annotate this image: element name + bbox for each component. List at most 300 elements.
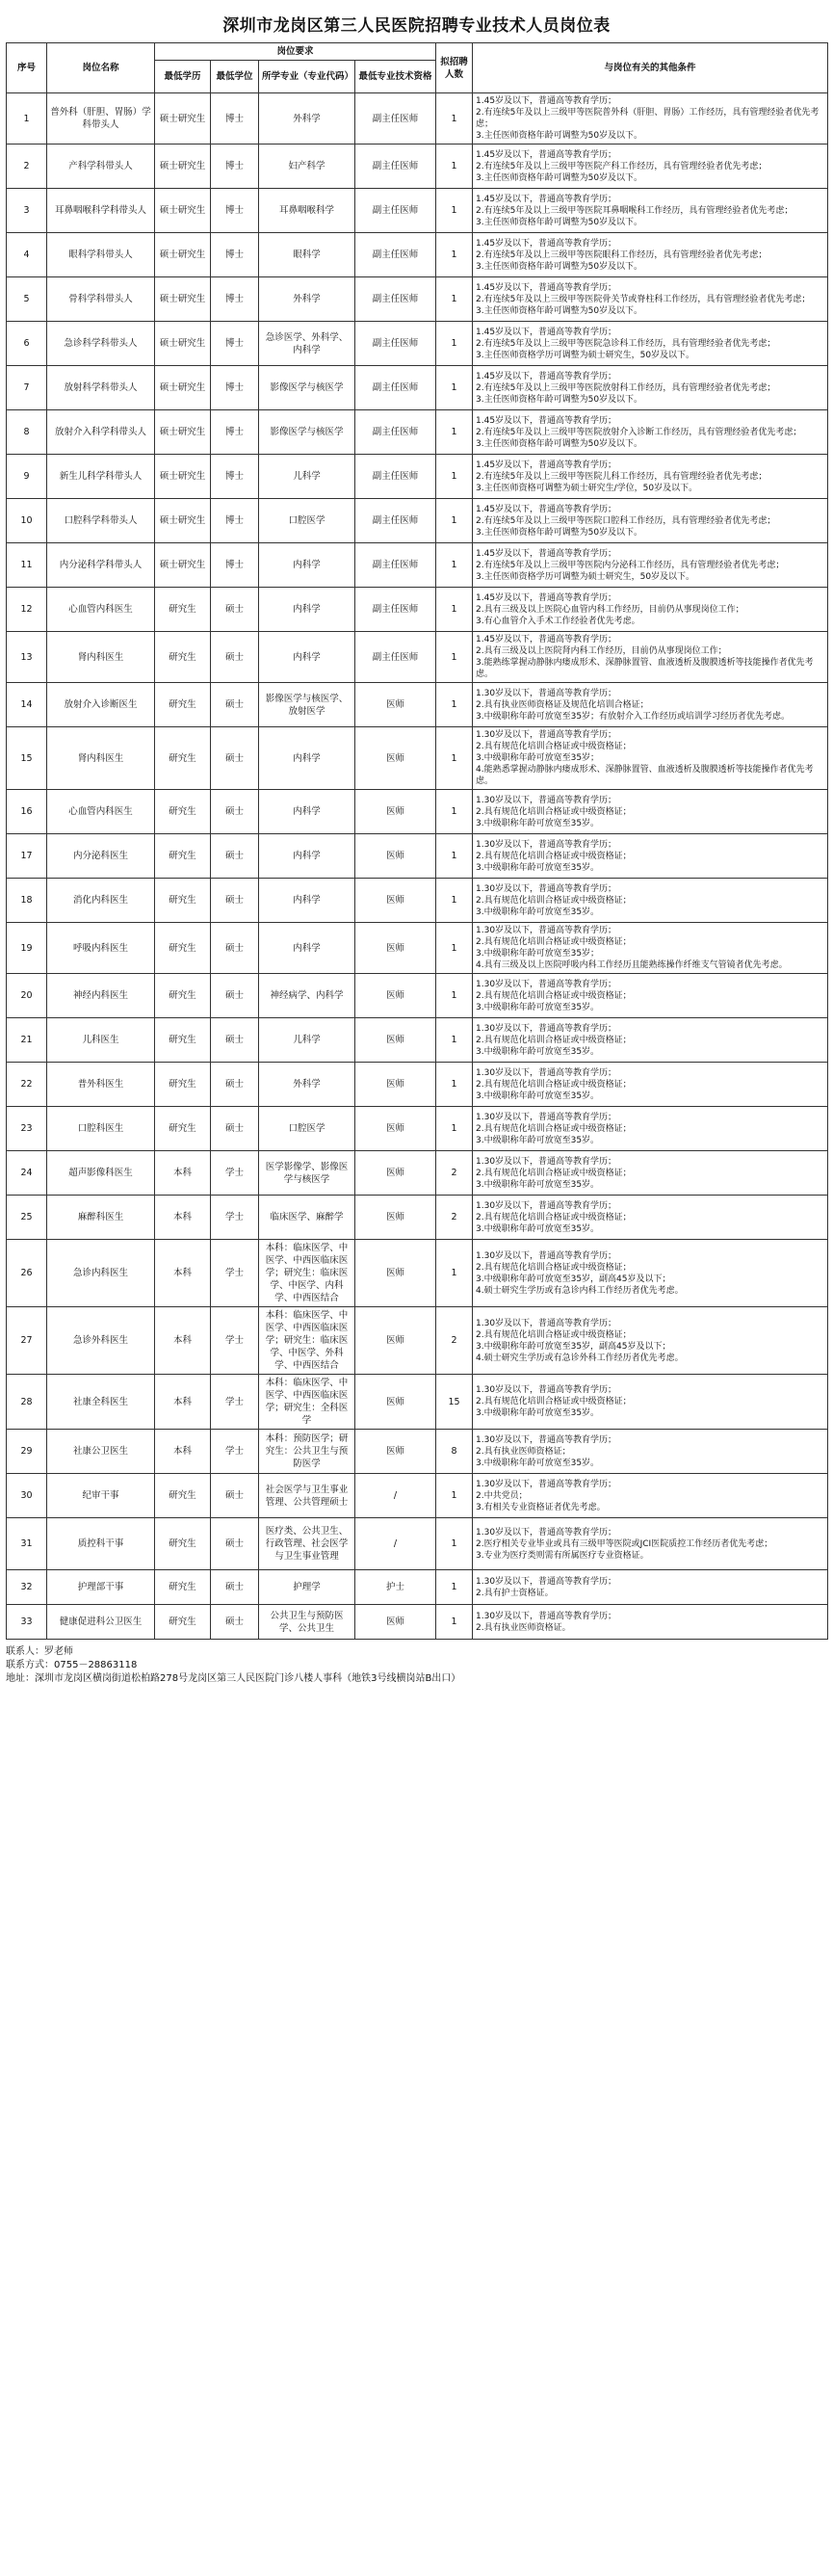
row-min-degree: 硕士 (211, 834, 259, 879)
row-position-name: 纪审干事 (47, 1474, 155, 1518)
row-count: 1 (436, 683, 473, 727)
row-other-conditions: 1.30岁及以下，普通高等教育学历； 2.具有规范化培训合格证或中级资格证； 3.中级职称年龄可放宽至35岁。 (473, 1196, 828, 1240)
table-row (7, 455, 828, 499)
table-row (7, 1196, 828, 1240)
row-min-qual: 医师 (355, 1196, 436, 1240)
row-seq: 16 (7, 790, 47, 834)
row-major: 内科学 (259, 790, 355, 834)
row-position-name: 骨科学科带头人 (47, 277, 155, 322)
row-position-name: 口腔科学科带头人 (47, 499, 155, 543)
row-count: 1 (436, 189, 473, 233)
row-min-edu: 硕士研究生 (155, 410, 211, 455)
row-position-name: 心血管内科医生 (47, 588, 155, 632)
row-major: 内科学 (259, 543, 355, 588)
row-other-conditions: 1.45岁及以下，普通高等教育学历； 2.有连续5年及以上三级甲等医院放射介入诊断工作经历，具有管理经验者优先考虑； 3.主任医师资格年龄可调整为50岁及以下。 (473, 410, 828, 455)
row-min-qual: 医师 (355, 790, 436, 834)
table-row (7, 1430, 828, 1474)
contact-phone: 联系方式：0755－28863118 (6, 1660, 138, 1670)
row-other-conditions: 1.30岁及以下，普通高等教育学历； 2.具有规范化培训合格证或中级资格证； 3.中级职称年龄可放宽至35岁。 (473, 1063, 828, 1107)
row-other-conditions: 1.45岁及以下，普通高等教育学历； 2.有连续5年及以上三级甲等医院产科工作经历，具有管理经验者优先考虑； 3.主任医师资格年龄可调整为50岁及以下。 (473, 145, 828, 189)
row-min-qual: 副主任医师 (355, 322, 436, 366)
row-min-qual: 副主任医师 (355, 366, 436, 410)
row-position-name: 急诊外科医生 (47, 1307, 155, 1375)
row-major: 急诊医学、外科学、内科学 (259, 322, 355, 366)
row-min-degree: 硕士 (211, 1018, 259, 1063)
row-other-conditions: 1.30岁及以下，普通高等教育学历； 2.具有规范化培训合格证或中级资格证； 3.中级职称年龄可放宽至35岁。 (473, 1018, 828, 1063)
row-min-qual: 医师 (355, 879, 436, 923)
row-other-conditions: 1.30岁及以下，普通高等教育学历； 2.具有执业医师资格证。 (473, 1605, 828, 1640)
table-row (7, 322, 828, 366)
row-min-edu: 硕士研究生 (155, 277, 211, 322)
row-count: 1 (436, 366, 473, 410)
row-count: 8 (436, 1430, 473, 1474)
row-other-conditions: 1.30岁及以下，普通高等教育学历； 2.具有规范化培训合格证或中级资格证； 3.中级职称年龄可放宽至35岁。 (473, 1107, 828, 1151)
row-seq: 19 (7, 923, 47, 974)
row-min-edu: 硕士研究生 (155, 322, 211, 366)
row-min-edu: 本科 (155, 1307, 211, 1375)
row-min-edu: 研究生 (155, 588, 211, 632)
row-seq: 12 (7, 588, 47, 632)
row-major: 本科：预防医学；研究生：公共卫生与预防医学 (259, 1430, 355, 1474)
row-seq: 25 (7, 1196, 47, 1240)
row-min-edu: 研究生 (155, 1518, 211, 1570)
row-min-qual: 医师 (355, 727, 436, 790)
row-other-conditions: 1.45岁及以下，普通高等教育学历； 2.具有三级及以上医院心血管内科工作经历，目前仍从事现岗位工作； 3.有心血管介入手术工作经验者优先考虑。 (473, 588, 828, 632)
row-seq: 10 (7, 499, 47, 543)
row-position-name: 麻醉科医生 (47, 1196, 155, 1240)
row-seq: 7 (7, 366, 47, 410)
row-major: 本科：临床医学、中医学、中西医临床医学；研究生：全科医学 (259, 1375, 355, 1430)
row-min-qual: 医师 (355, 1430, 436, 1474)
row-major: 儿科学 (259, 1018, 355, 1063)
table-row (7, 1018, 828, 1063)
row-major: 内科学 (259, 879, 355, 923)
row-min-degree: 博士 (211, 277, 259, 322)
row-position-name: 消化内科医生 (47, 879, 155, 923)
row-position-name: 儿科医生 (47, 1018, 155, 1063)
address: 地址：深圳市龙岗区横岗街道松柏路278号龙岗区第三人民医院门诊八楼人事科（地铁3号线横岗站B出口） (6, 1673, 461, 1684)
row-count: 1 (436, 499, 473, 543)
header-min-degree: 最低学位 (211, 61, 259, 93)
row-min-qual: 医师 (355, 923, 436, 974)
row-min-degree: 博士 (211, 455, 259, 499)
row-min-degree: 硕士 (211, 632, 259, 683)
row-position-name: 放射介入诊断医生 (47, 683, 155, 727)
table-row (7, 727, 828, 790)
table-row (7, 1605, 828, 1640)
row-count: 1 (436, 1107, 473, 1151)
table-row (7, 683, 828, 727)
row-count: 2 (436, 1196, 473, 1240)
table-row (7, 410, 828, 455)
row-position-name: 内分泌科医生 (47, 834, 155, 879)
row-min-degree: 硕士 (211, 1107, 259, 1151)
row-position-name: 急诊内科医生 (47, 1240, 155, 1307)
row-min-qual: 副主任医师 (355, 632, 436, 683)
row-min-qual: 副主任医师 (355, 145, 436, 189)
row-min-edu: 本科 (155, 1375, 211, 1430)
row-position-name: 内分泌科学科带头人 (47, 543, 155, 588)
header-seq: 序号 (7, 43, 47, 93)
row-count: 1 (436, 834, 473, 879)
row-major: 眼科学 (259, 233, 355, 277)
header-min-edu: 最低学历 (155, 61, 211, 93)
row-count: 1 (436, 322, 473, 366)
row-seq: 23 (7, 1107, 47, 1151)
row-min-edu: 硕士研究生 (155, 499, 211, 543)
row-min-degree: 硕士 (211, 1063, 259, 1107)
row-seq: 14 (7, 683, 47, 727)
row-position-name: 肾内科医生 (47, 632, 155, 683)
row-seq: 33 (7, 1605, 47, 1640)
row-seq: 30 (7, 1474, 47, 1518)
row-min-edu: 硕士研究生 (155, 93, 211, 145)
row-major: 外科学 (259, 277, 355, 322)
positions-table (6, 42, 828, 1640)
row-count: 2 (436, 1151, 473, 1196)
row-position-name: 口腔科医生 (47, 1107, 155, 1151)
row-other-conditions: 1.45岁及以下，普通高等教育学历； 2.有连续5年及以上三级甲等医院急诊科工作经历，具有管理经验者优先考虑； 3.主任医师资格学历可调整为硕士研究生，50岁及以下。 (473, 322, 828, 366)
row-seq: 27 (7, 1307, 47, 1375)
row-major: 外科学 (259, 93, 355, 145)
row-position-name: 超声影像科医生 (47, 1151, 155, 1196)
table-row (7, 189, 828, 233)
row-position-name: 心血管内科医生 (47, 790, 155, 834)
row-min-degree: 学士 (211, 1151, 259, 1196)
row-major: 儿科学 (259, 455, 355, 499)
row-min-degree: 硕士 (211, 790, 259, 834)
row-min-degree: 硕士 (211, 923, 259, 974)
row-count: 1 (436, 455, 473, 499)
row-position-name: 放射介入科学科带头人 (47, 410, 155, 455)
row-other-conditions: 1.30岁及以下，普通高等教育学历； 2.具有规范化培训合格证或中级资格证； 3.中级职称年龄可放宽至35岁，副高45岁及以下； 4.硕士研究生学历或有急诊内科工作经历者优先考虑。 (473, 1240, 828, 1307)
row-major: 临床医学、麻醉学 (259, 1196, 355, 1240)
row-min-edu: 研究生 (155, 727, 211, 790)
header-other: 与岗位有关的其他条件 (473, 43, 828, 93)
row-min-edu: 研究生 (155, 790, 211, 834)
table-row (7, 1240, 828, 1307)
row-min-qual: 医师 (355, 683, 436, 727)
row-major: 口腔医学 (259, 499, 355, 543)
table-row (7, 1107, 828, 1151)
row-other-conditions: 1.30岁及以下，普通高等教育学历； 2.具有规范化培训合格证或中级资格证； 3.中级职称年龄可放宽至35岁。 (473, 879, 828, 923)
row-min-edu: 硕士研究生 (155, 366, 211, 410)
table-row (7, 974, 828, 1018)
row-other-conditions: 1.45岁及以下，普通高等教育学历； 2.有连续5年及以上三级甲等医院耳鼻咽喉科工作经历，具有管理经验者优先考虑； 3.主任医师资格年龄可调整为50岁及以下。 (473, 189, 828, 233)
row-seq: 29 (7, 1430, 47, 1474)
row-major: 妇产科学 (259, 145, 355, 189)
row-min-degree: 硕士 (211, 1605, 259, 1640)
row-min-edu: 研究生 (155, 834, 211, 879)
row-other-conditions: 1.45岁及以下，普通高等教育学历； 2.有连续5年及以上三级甲等医院普外科（肝胆、胃肠）工作经历，具有管理经验者优先考虑； 3.主任医师资格年龄可调整为50岁及以下。 (473, 93, 828, 145)
row-min-degree: 学士 (211, 1196, 259, 1240)
row-min-edu: 本科 (155, 1196, 211, 1240)
row-count: 1 (436, 790, 473, 834)
row-min-degree: 学士 (211, 1375, 259, 1430)
table-header (7, 43, 828, 93)
row-min-edu: 研究生 (155, 632, 211, 683)
row-min-qual: 副主任医师 (355, 588, 436, 632)
row-min-edu: 硕士研究生 (155, 189, 211, 233)
row-min-qual: 医师 (355, 1151, 436, 1196)
row-major: 外科学 (259, 1063, 355, 1107)
row-min-qual: / (355, 1518, 436, 1570)
row-major: 社会医学与卫生事业管理、公共管理硕士 (259, 1474, 355, 1518)
row-min-degree: 博士 (211, 543, 259, 588)
row-min-degree: 博士 (211, 410, 259, 455)
row-major: 内科学 (259, 834, 355, 879)
row-count: 1 (436, 1518, 473, 1570)
row-count: 1 (436, 410, 473, 455)
row-position-name: 呼吸内科医生 (47, 923, 155, 974)
row-major: 本科：临床医学、中医学、中西医临床医学；研究生：临床医学、中医学、内科学、中西医结合 (259, 1240, 355, 1307)
row-other-conditions: 1.30岁及以下，普通高等教育学历； 2.中共党员； 3.有相关专业资格证者优先考虑。 (473, 1474, 828, 1518)
row-seq: 2 (7, 145, 47, 189)
row-seq: 15 (7, 727, 47, 790)
row-min-edu: 研究生 (155, 1570, 211, 1605)
row-other-conditions: 1.45岁及以下，普通高等教育学历； 2.有连续5年及以上三级甲等医院口腔科工作经历，具有管理经验者优先考虑； 3.主任医师资格年龄可调整为50岁及以下。 (473, 499, 828, 543)
row-seq: 11 (7, 543, 47, 588)
row-min-edu: 硕士研究生 (155, 233, 211, 277)
row-min-qual: 副主任医师 (355, 543, 436, 588)
table-row (7, 1375, 828, 1430)
row-other-conditions: 1.30岁及以下，普通高等教育学历； 2.医疗相关专业毕业或具有三级甲等医院或JCI医院质控工作经历者优先考虑； 3.专业为医疗类则需有所属医疗专业资格证。 (473, 1518, 828, 1570)
row-other-conditions: 1.30岁及以下，普通高等教育学历； 2.具有规范化培训合格证或中级资格证； 3.中级职称年龄可放宽至35岁； 4.具有三级及以上医院呼吸内科工作经历且能熟练操作纤维支气管镜者优先考虑。 (473, 923, 828, 974)
row-count: 1 (436, 1605, 473, 1640)
row-major: 影像医学与核医学、放射医学 (259, 683, 355, 727)
header-position: 岗位名称 (47, 43, 155, 93)
row-min-degree: 博士 (211, 322, 259, 366)
row-seq: 32 (7, 1570, 47, 1605)
row-position-name: 产科学科带头人 (47, 145, 155, 189)
header-requirements: 岗位要求 (155, 43, 436, 61)
row-major: 本科：临床医学、中医学、中西医临床医学；研究生：临床医学、中医学、外科学、中西医结合 (259, 1307, 355, 1375)
header-min-qual: 最低专业技术资格 (355, 61, 436, 93)
row-major: 神经病学、内科学 (259, 974, 355, 1018)
table-row (7, 145, 828, 189)
row-min-degree: 博士 (211, 233, 259, 277)
row-min-qual: 医师 (355, 974, 436, 1018)
row-major: 内科学 (259, 923, 355, 974)
row-min-degree: 硕士 (211, 727, 259, 790)
header-major: 所学专业（专业代码） (259, 61, 355, 93)
row-other-conditions: 1.45岁及以下，普通高等教育学历； 2.有连续5年及以上三级甲等医院内分泌科工作经历，具有管理经验者优先考虑； 3.主任医师资格学历可调整为硕士研究生，50岁及以下。 (473, 543, 828, 588)
table-row (7, 1570, 828, 1605)
row-min-qual: 副主任医师 (355, 499, 436, 543)
row-position-name: 普外科医生 (47, 1063, 155, 1107)
row-count: 1 (436, 879, 473, 923)
row-seq: 5 (7, 277, 47, 322)
row-count: 1 (436, 974, 473, 1018)
row-major: 公共卫生与预防医学、公共卫生 (259, 1605, 355, 1640)
row-count: 1 (436, 1240, 473, 1307)
row-major: 内科学 (259, 588, 355, 632)
row-position-name: 护理部干事 (47, 1570, 155, 1605)
row-other-conditions: 1.30岁及以下，普通高等教育学历； 2.具有规范化培训合格证或中级资格证； 3.中级职称年龄可放宽至35岁。 (473, 790, 828, 834)
table-row (7, 879, 828, 923)
row-min-qual: 医师 (355, 1240, 436, 1307)
row-position-name: 眼科学科带头人 (47, 233, 155, 277)
row-position-name: 社康公卫医生 (47, 1430, 155, 1474)
row-min-degree: 博士 (211, 93, 259, 145)
row-major: 影像医学与核医学 (259, 410, 355, 455)
row-seq: 17 (7, 834, 47, 879)
table-row (7, 499, 828, 543)
row-min-degree: 博士 (211, 366, 259, 410)
table-row (7, 1474, 828, 1518)
table-row (7, 790, 828, 834)
row-position-name: 放射科学科带头人 (47, 366, 155, 410)
row-min-degree: 学士 (211, 1240, 259, 1307)
row-other-conditions: 1.30岁及以下，普通高等教育学历； 2.具有规范化培训合格证或中级资格证； 3.中级职称年龄可放宽至35岁。 (473, 1151, 828, 1196)
row-position-name: 质控科干事 (47, 1518, 155, 1570)
row-other-conditions: 1.30岁及以下，普通高等教育学历； 2.具有规范化培训合格证或中级资格证； 3.中级职称年龄可放宽至35岁，副高45岁及以下； 4.硕士研究生学历或有急诊外科工作经历者优先考虑。 (473, 1307, 828, 1375)
row-min-qual: 医师 (355, 834, 436, 879)
row-min-qual: / (355, 1474, 436, 1518)
row-count: 1 (436, 543, 473, 588)
row-count: 2 (436, 1307, 473, 1375)
contact-person: 联系人：罗老师 (6, 1646, 73, 1657)
row-other-conditions: 1.30岁及以下，普通高等教育学历； 2.具有执业医师资格证及规范化培训合格证； 3.中级职称年龄可放宽至35岁；有放射介入工作经历或培训学习经历者优先考虑。 (473, 683, 828, 727)
row-seq: 1 (7, 93, 47, 145)
row-seq: 24 (7, 1151, 47, 1196)
row-min-edu: 硕士研究生 (155, 543, 211, 588)
table-row (7, 277, 828, 322)
table-row (7, 543, 828, 588)
row-min-degree: 博士 (211, 499, 259, 543)
row-major: 耳鼻咽喉科学 (259, 189, 355, 233)
row-min-qual: 医师 (355, 1018, 436, 1063)
row-count: 1 (436, 233, 473, 277)
row-count: 1 (436, 727, 473, 790)
row-min-degree: 硕士 (211, 1474, 259, 1518)
row-position-name: 耳鼻咽喉科学科带头人 (47, 189, 155, 233)
row-min-degree: 硕士 (211, 879, 259, 923)
row-min-qual: 副主任医师 (355, 93, 436, 145)
row-position-name: 肾内科医生 (47, 727, 155, 790)
row-count: 1 (436, 588, 473, 632)
row-seq: 3 (7, 189, 47, 233)
row-min-qual: 护士 (355, 1570, 436, 1605)
row-position-name: 新生儿科学科带头人 (47, 455, 155, 499)
row-min-edu: 本科 (155, 1240, 211, 1307)
row-seq: 6 (7, 322, 47, 366)
table-row (7, 1307, 828, 1375)
row-count: 1 (436, 1474, 473, 1518)
row-major: 医学影像学、影像医学与核医学 (259, 1151, 355, 1196)
row-min-degree: 学士 (211, 1430, 259, 1474)
row-min-edu: 研究生 (155, 1474, 211, 1518)
row-min-edu: 硕士研究生 (155, 145, 211, 189)
row-min-edu: 研究生 (155, 879, 211, 923)
row-min-degree: 硕士 (211, 1518, 259, 1570)
row-min-qual: 副主任医师 (355, 189, 436, 233)
row-count: 1 (436, 923, 473, 974)
row-seq: 8 (7, 410, 47, 455)
row-min-degree: 硕士 (211, 588, 259, 632)
row-position-name: 健康促进科公卫医生 (47, 1605, 155, 1640)
row-seq: 21 (7, 1018, 47, 1063)
table-body (7, 93, 828, 1640)
table-row (7, 588, 828, 632)
row-seq: 31 (7, 1518, 47, 1570)
row-other-conditions: 1.45岁及以下，普通高等教育学历； 2.具有三级及以上医院肾内科工作经历，目前仍从事现岗位工作； 3.能熟练掌握动静脉内瘘成形术、深静脉置管、血液透析及腹膜透析等技能操作者优先考虑。 (473, 632, 828, 683)
row-min-qual: 医师 (355, 1307, 436, 1375)
row-min-qual: 副主任医师 (355, 410, 436, 455)
row-count: 1 (436, 1018, 473, 1063)
row-other-conditions: 1.30岁及以下，普通高等教育学历； 2.具有规范化培训合格证或中级资格证； 3.中级职称年龄可放宽至35岁。 (473, 974, 828, 1018)
row-min-qual: 医师 (355, 1605, 436, 1640)
row-seq: 4 (7, 233, 47, 277)
row-min-degree: 硕士 (211, 683, 259, 727)
table-row (7, 632, 828, 683)
table-row (7, 233, 828, 277)
table-row (7, 1518, 828, 1570)
row-seq: 20 (7, 974, 47, 1018)
footer (6, 1645, 827, 1686)
row-min-qual: 医师 (355, 1375, 436, 1430)
table-row (7, 366, 828, 410)
row-major: 护理学 (259, 1570, 355, 1605)
row-other-conditions: 1.30岁及以下，普通高等教育学历； 2.具有执业医师资格证； 3.中级职称年龄可放宽至35岁。 (473, 1430, 828, 1474)
row-other-conditions: 1.45岁及以下，普通高等教育学历； 2.有连续5年及以上三级甲等医院骨关节或脊柱科工作经历，具有管理经验者优先考虑； 3.主任医师资格年龄可调整为50岁及以下。 (473, 277, 828, 322)
row-major: 影像医学与核医学 (259, 366, 355, 410)
row-min-degree: 硕士 (211, 974, 259, 1018)
row-other-conditions: 1.30岁及以下，普通高等教育学历； 2.具有规范化培训合格证或中级资格证； 3.中级职称年龄可放宽至35岁。 (473, 834, 828, 879)
document-title: 深圳市龙岗区第三人民医院招聘专业技术人员岗位表 (222, 15, 611, 36)
row-seq: 26 (7, 1240, 47, 1307)
row-min-qual: 副主任医师 (355, 277, 436, 322)
row-min-qual: 医师 (355, 1063, 436, 1107)
row-other-conditions: 1.45岁及以下，普通高等教育学历； 2.有连续5年及以上三级甲等医院儿科工作经历，具有管理经验者优先考虑； 3.主任医师资格可调整为硕士研究生/学位，50岁及以下。 (473, 455, 828, 499)
header-count: 拟招聘人数 (436, 43, 473, 93)
row-min-degree: 博士 (211, 145, 259, 189)
row-seq: 28 (7, 1375, 47, 1430)
row-position-name: 神经内科医生 (47, 974, 155, 1018)
row-other-conditions: 1.30岁及以下，普通高等教育学历； 2.具有护士资格证。 (473, 1570, 828, 1605)
row-position-name: 社康全科医生 (47, 1375, 155, 1430)
row-other-conditions: 1.30岁及以下，普通高等教育学历； 2.具有规范化培训合格证或中级资格证； 3.中级职称年龄可放宽至35岁； 4.能熟悉掌握动静脉内瘘成形术、深静脉置管、血液透析及腹膜透析等技能操作者优先考虑。 (473, 727, 828, 790)
row-count: 1 (436, 1570, 473, 1605)
row-major: 内科学 (259, 727, 355, 790)
row-min-edu: 研究生 (155, 1107, 211, 1151)
row-min-edu: 研究生 (155, 1605, 211, 1640)
table-row (7, 834, 828, 879)
row-min-degree: 学士 (211, 1307, 259, 1375)
row-min-edu: 研究生 (155, 1063, 211, 1107)
row-count: 15 (436, 1375, 473, 1430)
row-count: 1 (436, 145, 473, 189)
row-min-degree: 博士 (211, 189, 259, 233)
row-min-qual: 副主任医师 (355, 233, 436, 277)
row-major: 口腔医学 (259, 1107, 355, 1151)
row-min-edu: 本科 (155, 1151, 211, 1196)
table-row (7, 1151, 828, 1196)
row-position-name: 急诊科学科带头人 (47, 322, 155, 366)
row-min-qual: 副主任医师 (355, 455, 436, 499)
row-other-conditions: 1.45岁及以下，普通高等教育学历； 2.有连续5年及以上三级甲等医院眼科工作经历，具有管理经验者优先考虑； 3.主任医师资格年龄可调整为50岁及以下。 (473, 233, 828, 277)
row-count: 1 (436, 632, 473, 683)
row-min-qual: 医师 (355, 1107, 436, 1151)
row-min-degree: 硕士 (211, 1570, 259, 1605)
row-other-conditions: 1.45岁及以下，普通高等教育学历； 2.有连续5年及以上三级甲等医院放射科工作经历，具有管理经验者优先考虑； 3.主任医师资格年龄可调整为50岁及以下。 (473, 366, 828, 410)
row-other-conditions: 1.30岁及以下，普通高等教育学历； 2.具有规范化培训合格证或中级资格证； 3.中级职称年龄可放宽至35岁。 (473, 1375, 828, 1430)
row-count: 1 (436, 277, 473, 322)
row-min-edu: 本科 (155, 1430, 211, 1474)
row-min-edu: 研究生 (155, 974, 211, 1018)
row-seq: 13 (7, 632, 47, 683)
table-row (7, 923, 828, 974)
